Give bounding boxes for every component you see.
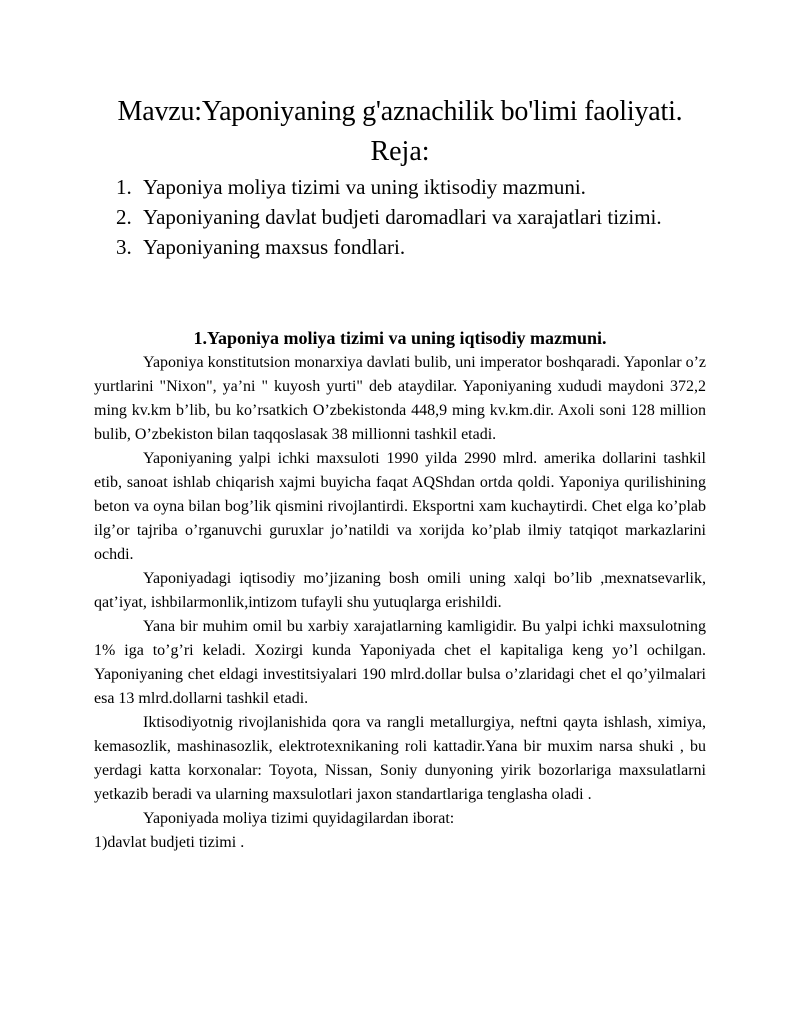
body-text [94, 351, 706, 855]
plan-item [116, 172, 716, 202]
paragraph: Yana bir muhim omil bu xarbiy xarajatlarning kamligidir. Bu yalpi ichki maxsulotning 1% iga to’g’ri keladi. Xozirgi kunda Yaponiyada chet el kapitaliga keng yo’l ochilgan. Yaponiyaning chet eldagi investitsiyalari 190 mlrd.dollar bulsa o’zlaridagi chet el qo’yilmalari esa 13 mlrd.dollarni tashkil etadi. [94, 618, 706, 707]
section-heading: 1.Yaponiya moliya tizimi va uning iqtisodiy mazmuni. [193, 328, 607, 348]
list-item: 1)davlat budjeti tizimi . [94, 834, 245, 851]
paragraph: Yaponiyadagi iqtisodiy mo’jizaning bosh omili uning xalqi bo’lib ,mexnatsevarlik, qat’iyat, ishbilarmonlik,intizom tufayli shu yutuqlarga erishildi. [94, 570, 706, 611]
plan-item-number: 2. [116, 205, 132, 229]
plan-item-number: 1. [116, 175, 132, 199]
paragraph: Yaponiya konstitutsion monarxiya davlati bulib, uni imperator boshqaradi. Yaponlar o’z yurtlarini "Nixon", ya’ni " kuyosh yurti" deb ataydilar. Yaponiyaning xududi maydoni 372,2 ming kv.km b’lib, bu ko’rsatkich O’zbekistonda 448,9 ming kv.km.dir. Axoli soni 128 million bulib, O’zbekiston bilan taqqoslasak 38 millionni tashkil etadi. [94, 354, 706, 443]
plan-item-text: Yaponiyaning davlat budjeti daromadlari va xarajatlari tizimi. [143, 205, 662, 229]
plan-item-number: 3. [116, 235, 132, 259]
paragraph: Iktisodiyotnig rivojlanishida qora va rangli metallurgiya, neftni qayta ishlash, ximiya, kemasozlik, mashinasozlik, elektrotexnikaning roli kattadir.Yana bir muxim narsa shuki , bu yerdagi katta korxonalar: Toyota, Nissan, Soniy dunyoning yirik bozorlariga maxsulatlarni yetkazib beradi va ularning maxsulotlari jaxon standartlariga tenglasha oladi . [94, 714, 706, 803]
plan-item [116, 202, 716, 232]
document-title: Mavzu:Yaponiyaning g'aznachilik bo'limi faoliyati. [117, 96, 683, 127]
plan-list [116, 172, 716, 262]
plan-item-text: Yaponiya moliya tizimi va uning iktisodiy mazmuni. [143, 175, 586, 199]
paragraph: Yaponiyaning yalpi ichki maxsuloti 1990 yilda 2990 mlrd. amerika dollarini tashkil etib, sanoat ishlab chiqarish xajmi buyicha faqat AQShdan ortda qoldi. Yaponiya qurilishining beton va oyna bilan bog’lik qismini rivojlantirdi. Eksportni xam kuchaytirdi. Chet elga ko’plab ilg’or tajriba o’rganuvchi guruxlar jo’natildi va xorijda ko’plab ilmiy tatqiqot markazlarini ochdi. [94, 450, 706, 563]
paragraph: Yaponiyada moliya tizimi quyidagilardan iborat: [143, 810, 455, 827]
plan-item [116, 232, 716, 262]
plan-label: Reja: [370, 136, 430, 167]
plan-item-text: Yaponiyaning maxsus fondlari. [143, 235, 406, 259]
